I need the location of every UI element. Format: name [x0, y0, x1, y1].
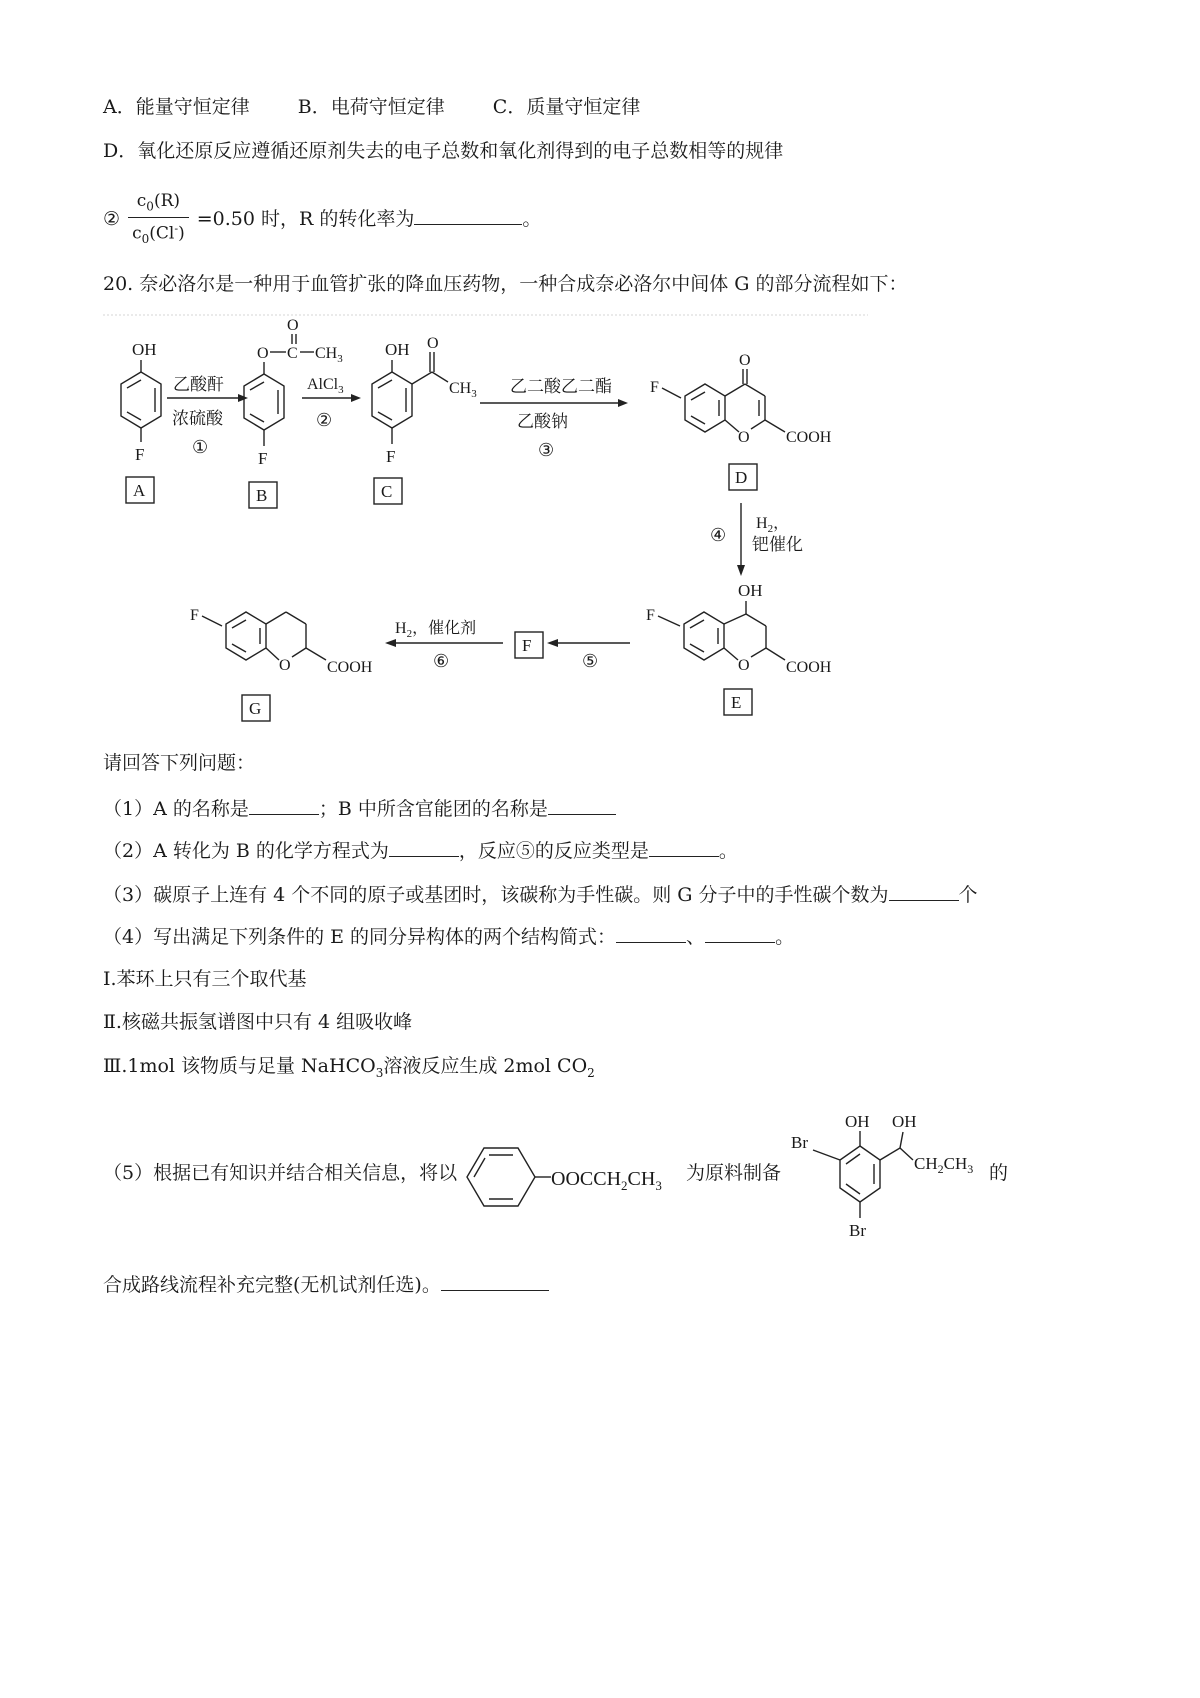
- question-3: （3）碳原子上连有 4 个不同的原子或基团时，该碳称为手性碳。则 G 分子中的手性碳个数为 个: [103, 884, 978, 906]
- compound-a-structure: [121, 340, 161, 503]
- atom-oh-e: OH: [738, 581, 763, 600]
- atom-f-e: F: [646, 607, 655, 624]
- answer-blank: [889, 882, 959, 901]
- question-4: （4）写出满足下列条件的 E 的同分异构体的两个结构简式： 、 。: [103, 926, 795, 948]
- compound-d-structure: [650, 352, 832, 490]
- item-marker: ②: [103, 208, 121, 231]
- condition-1: Ⅰ.苯环上只有三个取代基: [103, 968, 307, 990]
- step-4-reagent-bottom: 钯催化: [752, 535, 803, 555]
- atom-br-bottom: Br: [849, 1221, 866, 1240]
- step-3-reagent-top: 乙二酸乙二酯: [510, 377, 612, 397]
- atom-ch3-c: $CH_3$: [449, 380, 477, 400]
- step-6-number: ⑥: [433, 651, 450, 671]
- compound-label-e: E: [731, 693, 742, 712]
- ratio-text: =0.50 时，R 的转化率为: [196, 208, 415, 231]
- atom-cooh-g: COOH: [327, 659, 373, 676]
- answer-blank: [249, 796, 319, 815]
- question-5-tail: 合成路线流程补充完整(无机试剂任选)。: [103, 1272, 549, 1298]
- atom-oh-alcohol: OH: [892, 1112, 917, 1131]
- step-6-reagent: $H_2$，催化剂: [395, 618, 477, 640]
- atom-br-top: Br: [791, 1133, 808, 1152]
- atom-cooh-d: COOH: [786, 429, 832, 446]
- step-1-number: ①: [192, 437, 209, 457]
- atom-cooh-e: COOH: [786, 659, 832, 676]
- atom-f-d: F: [650, 379, 659, 396]
- step-4-number: ④: [710, 525, 727, 545]
- ratio-item: ② $\frac{c_0(R)}{c_0(Cl^-)}$ =0.50 时，R 的转化率为 。: [103, 190, 541, 250]
- condition-3: Ⅲ.1mol 该物质与足量 NaHCO$_3$溶液反应生成 2mol $CO_2$: [103, 1055, 595, 1080]
- compound-c-structure: [372, 335, 477, 504]
- step-3-arrow: [480, 377, 628, 460]
- question-5-intro: （5）根据已有知识并结合相关信息，将以: [103, 1162, 458, 1184]
- step-6-arrow: [385, 618, 503, 671]
- atom-o-c: O: [427, 335, 439, 352]
- reaction-scheme: [0, 300, 1200, 740]
- question-20-stem: 20. 奈必洛尔是一种用于血管扩张的降血压药物，一种合成奈必洛尔中间体 G 的部分流程如下：: [103, 273, 908, 295]
- options-row-abc: [103, 94, 640, 120]
- step-2-reagent: AlCl$_3$: [307, 376, 344, 396]
- question-2: （2）A 转化为 B 的化学方程式为 ，反应⑤的反应类型是 。: [103, 840, 738, 862]
- answer-blank: [414, 206, 522, 225]
- atom-oh-c: OH: [385, 340, 410, 359]
- step-4-reagent-top: $H_2$，: [756, 515, 790, 535]
- step-4-arrow: [710, 503, 803, 576]
- compound-label-d: D: [735, 468, 748, 487]
- atom-f-c: F: [386, 447, 396, 466]
- step-1-arrow: [167, 375, 248, 457]
- option-a: A．能量守恒定律: [103, 96, 250, 118]
- answer-blank: [649, 838, 719, 857]
- atom-f-b: F: [258, 449, 268, 468]
- option-c: C．质量守恒定律: [492, 96, 641, 118]
- q5-structures: [0, 1100, 1200, 1260]
- compound-label-c: C: [381, 482, 393, 501]
- compound-label-b: B: [256, 486, 268, 505]
- questions-prompt: 请回答下列问题：: [103, 752, 256, 774]
- question-5-end: 的: [989, 1162, 1009, 1184]
- step-5-number: ⑤: [582, 651, 599, 671]
- question-5-middle: 为原料制备: [686, 1162, 782, 1184]
- step-5-arrow: [547, 639, 630, 671]
- atom-ch3-b: $CH_3$: [315, 345, 343, 365]
- option-b: B．电荷守恒定律: [297, 96, 445, 118]
- atom-o-ring-e: O: [738, 657, 750, 674]
- reagent-formula: $OOCCH_2CH_3$: [551, 1168, 662, 1193]
- fraction-numerator: $c_0(R)$: [128, 190, 189, 218]
- ratio-fraction: [128, 190, 189, 250]
- fraction-denominator: $c_0(Cl^-)$: [132, 222, 185, 247]
- answer-blank: [389, 838, 459, 857]
- atom-o-ring-d: O: [738, 429, 750, 446]
- question-1: （1）A 的名称是 ；B 中所含官能团的名称是: [103, 796, 616, 822]
- condition-2: Ⅱ.核磁共振氢谱图中只有 4 组吸收峰: [103, 1011, 413, 1033]
- compound-g-structure: [190, 607, 373, 721]
- starting-material-structure: [467, 1148, 662, 1206]
- answer-blank: [548, 796, 616, 815]
- step-1-reagent-top: 乙酸酐: [173, 375, 224, 395]
- step-1-reagent-bottom: 浓硫酸: [172, 409, 223, 429]
- answer-blank: [616, 924, 686, 943]
- atom-o-ketone-d: O: [739, 352, 751, 369]
- atom-oh-phenol: OH: [845, 1112, 870, 1131]
- compound-e-structure: [646, 581, 832, 715]
- atom-oh-a: OH: [132, 340, 157, 359]
- option-d: D．氧化还原反应遵循还原剂失去的电子总数和氧化剂得到的电子总数相等的规律: [103, 140, 784, 162]
- atom-ethyl: $CH_2CH_3$: [914, 1154, 974, 1176]
- answer-blank: [705, 924, 775, 943]
- target-structure: [791, 1112, 973, 1240]
- step-2-number: ②: [316, 410, 333, 430]
- compound-label-f: F: [522, 636, 532, 655]
- step-2-arrow: [302, 376, 361, 430]
- atom-c-b: C: [287, 345, 298, 362]
- atom-o-carbonyl-b: O: [287, 317, 299, 334]
- atom-f-g: F: [190, 607, 199, 624]
- compound-label-a: A: [133, 481, 146, 500]
- step-3-number: ③: [538, 440, 555, 460]
- compound-label-g: G: [249, 699, 262, 718]
- atom-f-a: F: [135, 445, 145, 464]
- atom-o-ring-g: O: [279, 657, 291, 674]
- atom-o-ester-b: O: [257, 345, 269, 362]
- answer-blank: [441, 1272, 549, 1291]
- compound-f-box: [515, 632, 543, 658]
- step-3-reagent-bottom: 乙酸钠: [517, 412, 568, 432]
